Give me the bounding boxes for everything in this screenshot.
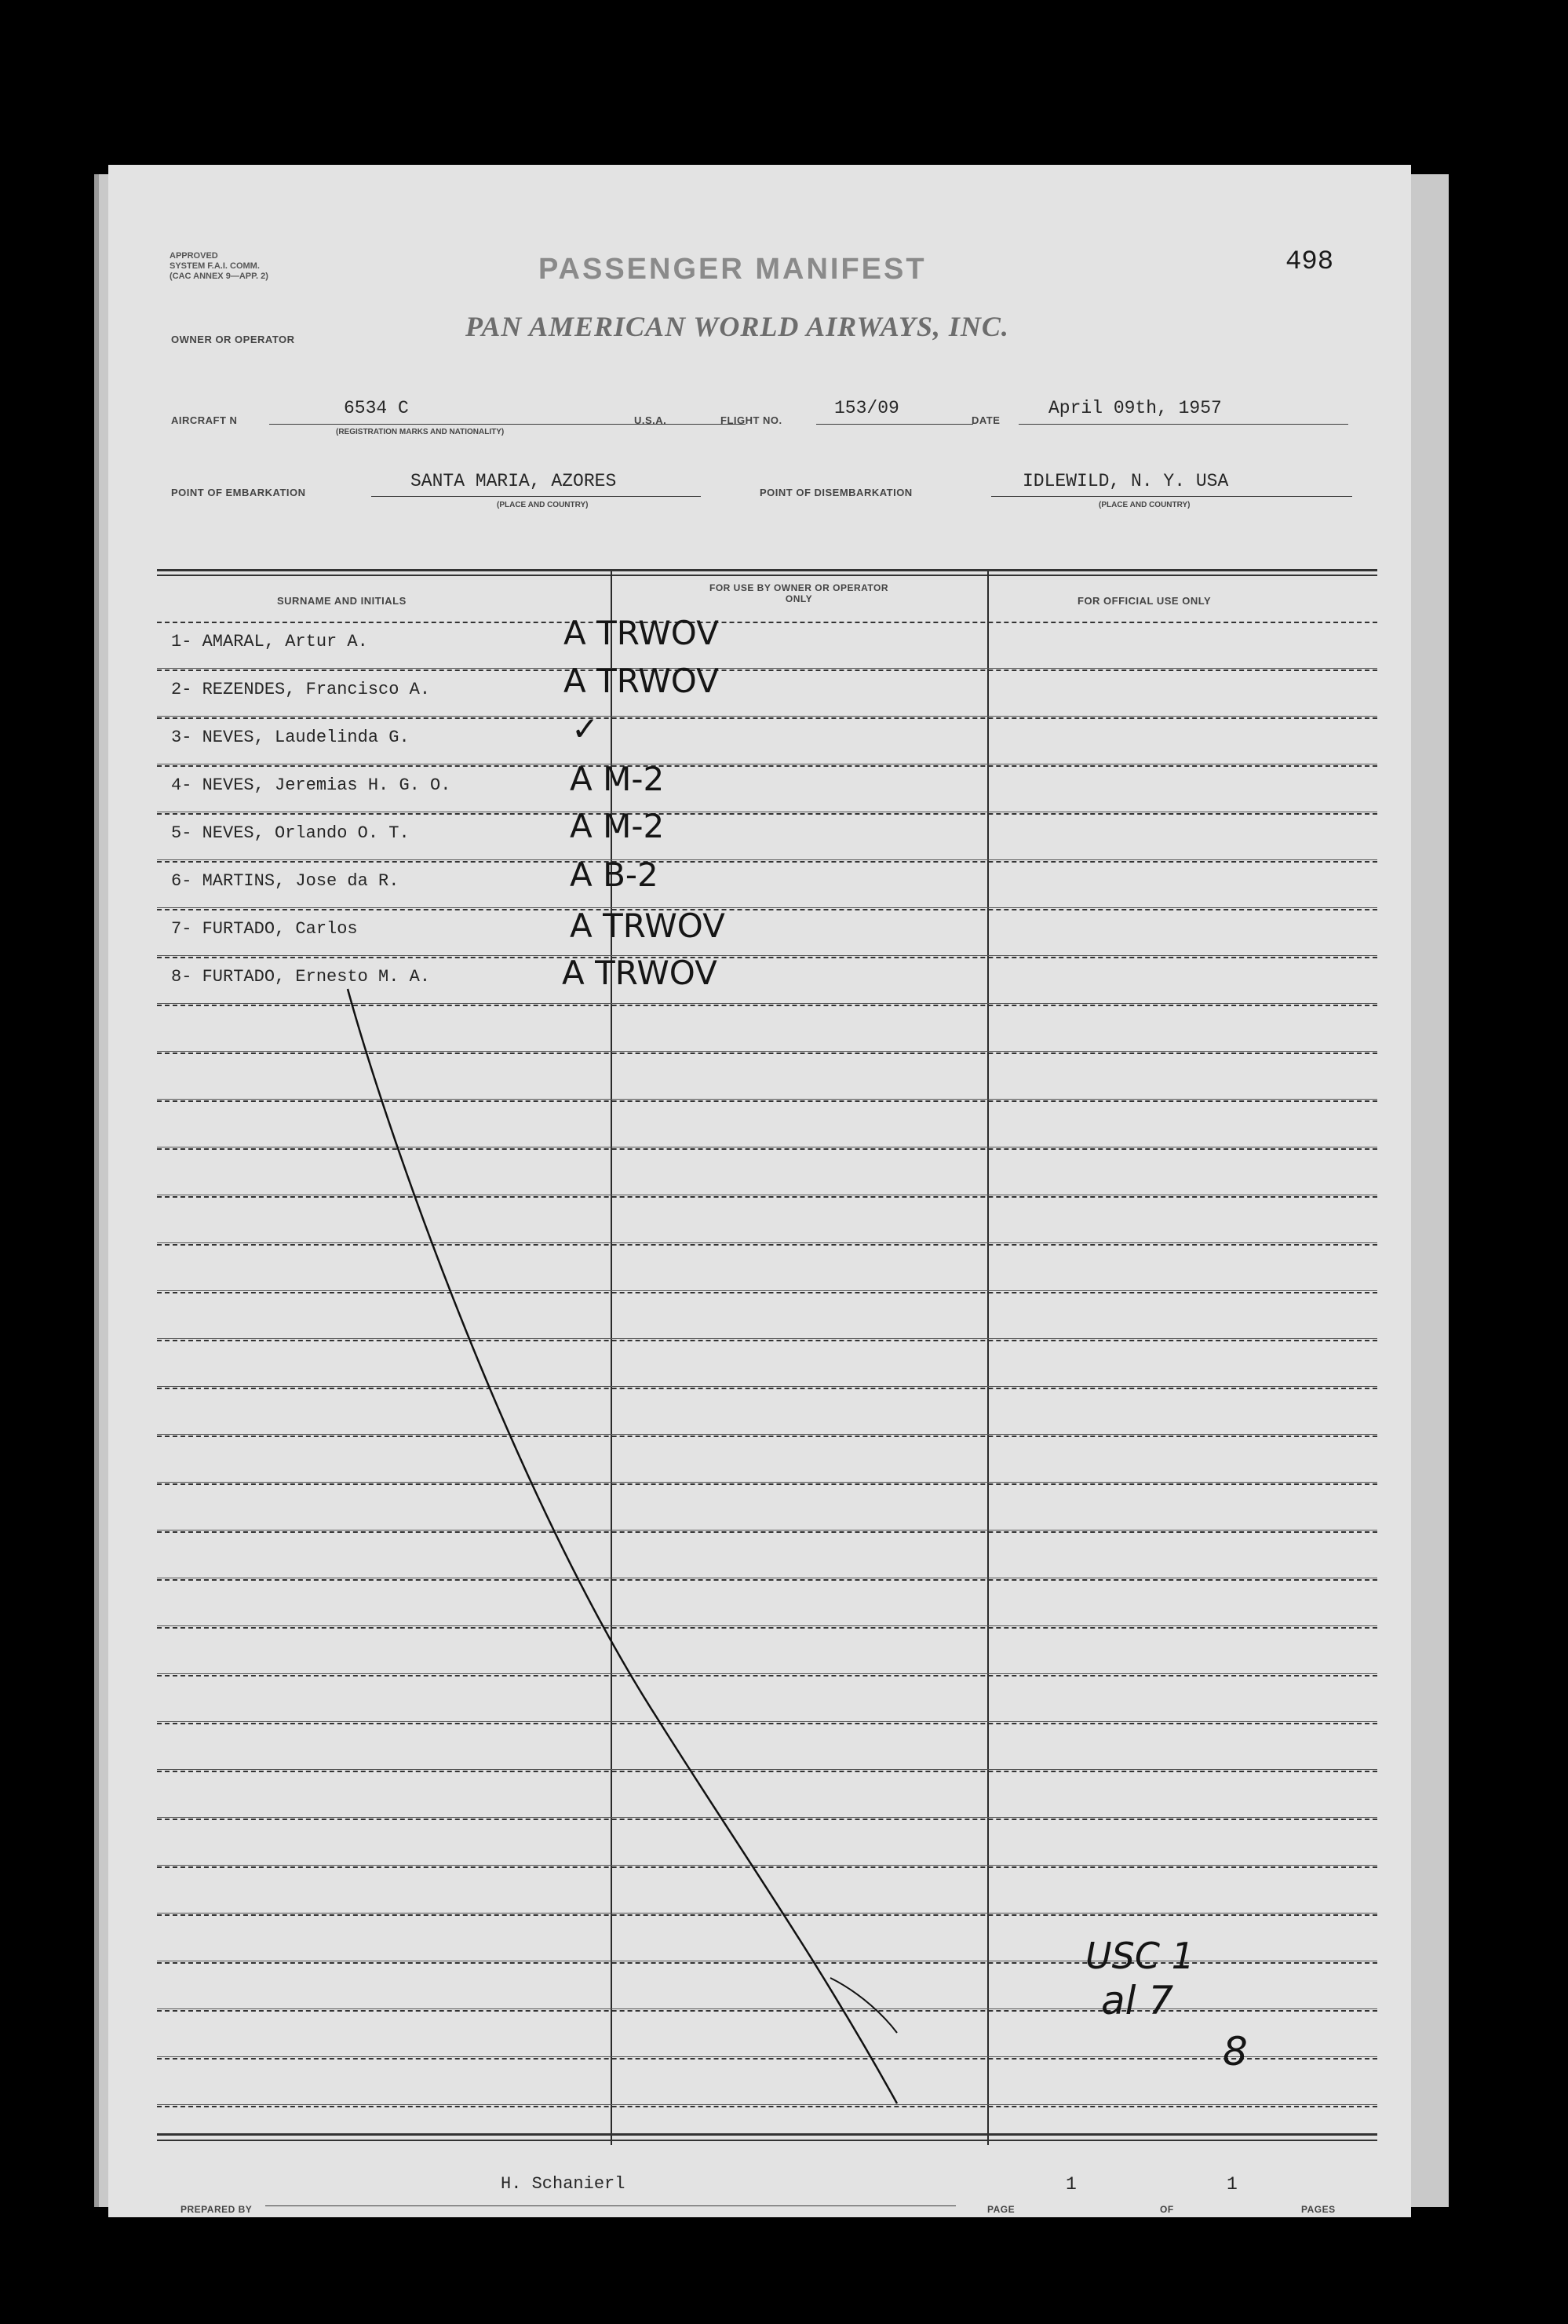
tally-line-3: 8	[1223, 2029, 1248, 2074]
column-surname: SURNAME AND INITIALS	[277, 595, 407, 607]
passenger-name: 5- NEVES, Orlando O. T.	[171, 823, 410, 843]
page-number: 498	[1285, 247, 1334, 277]
prepared-by-value: H. Schanierl	[501, 2174, 625, 2194]
passenger-name: 4- NEVES, Jeremias H. G. O.	[171, 775, 451, 795]
manifest-page	[108, 165, 1411, 2217]
embarkation-value: SANTA MARIA, AZORES	[410, 471, 617, 491]
approval-stamp: APPROVED SYSTEM F.A.I. COMM. (CAC ANNEX 9—APP. 2)	[170, 251, 268, 281]
date-value: April 09th, 1957	[1048, 398, 1222, 418]
aircraft-note: (REGISTRATION MARKS AND NATIONALITY)	[336, 428, 505, 436]
operator-mark: A TRWOV	[562, 954, 717, 992]
operator-mark: A TRWOV	[563, 662, 719, 700]
of-label: OF	[1160, 2204, 1174, 2215]
column-owner-use: FOR USE BY OWNER OR OPERATOR ONLY	[709, 582, 889, 604]
pages-label: PAGES	[1301, 2204, 1336, 2215]
form-title: PASSENGER MANIFEST	[538, 253, 927, 286]
operator-mark: A M-2	[570, 807, 665, 845]
date-label: DATE	[972, 414, 1001, 426]
cancel-stroke	[108, 165, 1411, 2217]
passenger-name: 8- FURTADO, Ernesto M. A.	[171, 967, 431, 987]
page-value: 1	[1066, 2174, 1077, 2194]
tally-line-1: USC 1	[1085, 1935, 1194, 1977]
flight-value: 153/09	[834, 398, 899, 418]
passenger-name: 2- REZENDES, Francisco A.	[171, 680, 431, 699]
flight-label: FLIGHT NO.	[720, 414, 782, 426]
owner-label: OWNER OR OPERATOR	[171, 334, 295, 345]
operator-mark: A B-2	[570, 856, 658, 894]
usa-label: U.S.A.	[634, 414, 667, 426]
page-label: PAGE	[987, 2204, 1016, 2215]
aircraft-value: 6534 C	[344, 398, 409, 418]
tally-line-2: al 7	[1101, 1978, 1174, 2023]
aircraft-label: AIRCRAFT N	[171, 414, 238, 426]
passenger-name: 6- MARTINS, Jose da R.	[171, 871, 399, 891]
operator-mark: ✓	[571, 710, 600, 748]
passenger-name: 7- FURTADO, Carlos	[171, 919, 358, 939]
passenger-name: 3- NEVES, Laudelinda G.	[171, 728, 410, 747]
of-value: 1	[1227, 2174, 1238, 2194]
disembarkation-label: POINT OF DISEMBARKATION	[760, 487, 913, 498]
operator-mark: A TRWOV	[570, 907, 725, 945]
disembarkation-note: (PLACE AND COUNTRY)	[1099, 501, 1191, 509]
operator-mark: A TRWOV	[563, 614, 719, 652]
embarkation-label: POINT OF EMBARKATION	[171, 487, 306, 498]
column-official-use: FOR OFFICIAL USE ONLY	[1078, 595, 1212, 607]
company-name: PAN AMERICAN WORLD AIRWAYS, INC.	[465, 311, 1009, 342]
disembarkation-value: IDLEWILD, N. Y. USA	[1023, 471, 1229, 491]
passenger-name: 1- AMARAL, Artur A.	[171, 632, 368, 651]
operator-mark: A M-2	[570, 760, 665, 798]
embarkation-note: (PLACE AND COUNTRY)	[497, 501, 589, 509]
prepared-by-label: PREPARED BY	[181, 2204, 253, 2215]
